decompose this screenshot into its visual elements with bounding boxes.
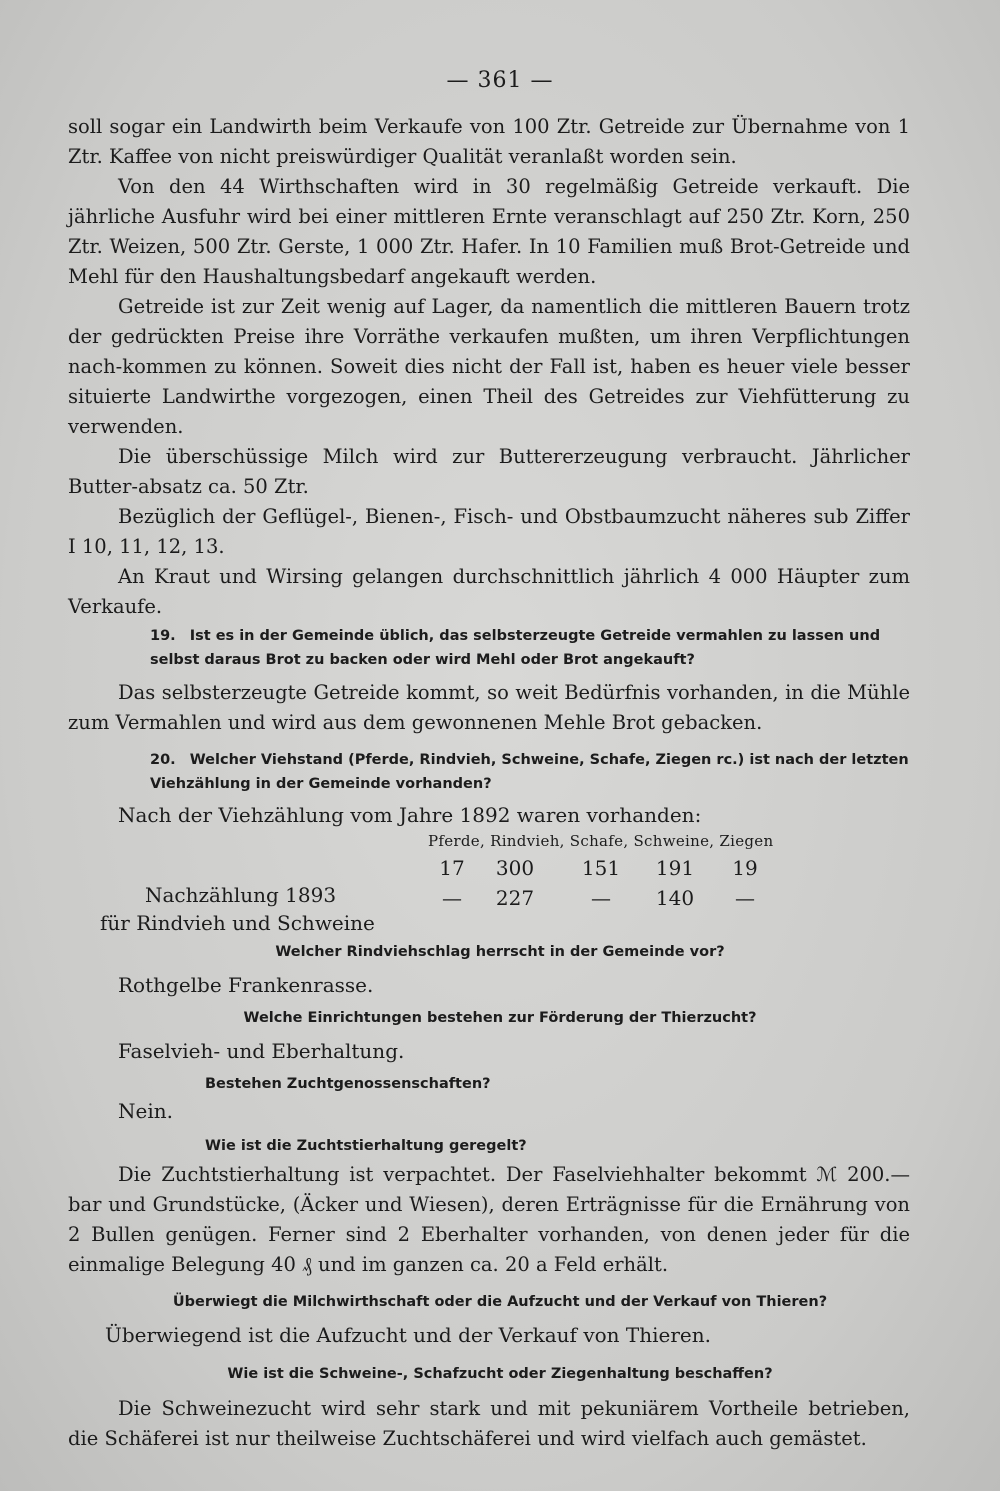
question-breeding-facilities: Welche Einrichtungen bestehen zur Förderung der Thierzucht?	[243, 1010, 757, 1026]
recount-label-1: Nachzählung 1893	[145, 883, 337, 907]
question-bull-keeping: Wie ist die Zuchtstierhaltung geregelt?	[205, 1138, 527, 1154]
paragraph: Von den 44 Wirthschaften wird in 30 regelmäßig Getreide verkauft. Die jährliche Ausfuhr wird bei einer mittleren Ernte veranschlagt auf 250 Ztr. Korn, 250 Ztr. Weizen, 500 Ztr. Gerste, 1 000 Ztr. Hafer. In 10 Familien muß Brot-Getreide und Mehl für den Haushaltungsbedarf angekauft werden.	[68, 175, 910, 288]
question-20	[150, 748, 910, 796]
question-number: 20.	[150, 752, 176, 768]
paragraph: Bezüglich der Geflügel-, Bienen-, Fisch- und Obstbaumzucht näheres sub Ziffer I 10, 11, 12, 13.	[68, 505, 910, 558]
question-19	[150, 624, 910, 672]
table-cell: 19	[732, 856, 758, 880]
answer-breeding-facilities: Faselvieh- und Eberhaltung.	[118, 1039, 405, 1063]
table-cell: 151	[581, 856, 621, 880]
table-cell: 17	[439, 856, 465, 880]
answer-bull-keeping	[68, 1160, 910, 1280]
answer-cattle-breed: Rothgelbe Frankenrasse.	[118, 973, 374, 997]
question-text: Welcher Viehstand (Pferde, Rindvieh, Schweine, Schafe, Ziegen rc.) ist nach der letzten Viehzählung in der Gemeinde vorhanden?	[150, 752, 909, 792]
table-cell: 140	[655, 886, 695, 910]
answer-19	[68, 678, 910, 738]
paragraph: soll sogar ein Landwirth beim Verkaufe von 100 Ztr. Getreide zur Übernahme von 1 Ztr. Kaffee von nicht preiswürdiger Qualität veranlaßt worden sein.	[68, 115, 910, 168]
table-cell: —	[591, 886, 611, 910]
paragraph: Getreide ist zur Zeit wenig auf Lager, da namentlich die mittleren Bauern trotz der gedrückten Preise ihre Vorräthe verkaufen mußten, um ihren Verpflichtungen nach-kommen zu können. Soweit dies nicht der Fall ist, haben es heuer viele besser situierte Landwirthe vorgezogen, einen Theil des Getreides zur Viehfütterung zu verwenden.	[68, 295, 910, 438]
answer-cooperatives: Nein.	[118, 1099, 173, 1123]
table-cell: —	[442, 886, 462, 910]
question-number: 19.	[150, 628, 176, 644]
answer-text: Die Schweinezucht wird sehr stark und mit pekuniärem Vortheile betrieben, die Schäferei ist nur theilweise Zuchtschäferei und wird vielfach auch gemästet.	[68, 1397, 910, 1450]
table-cell: 191	[655, 856, 695, 880]
table-cell: —	[735, 886, 755, 910]
question-dairy: Überwiegt die Milchwirthschaft oder die Aufzucht und der Verkauf von Thieren?	[172, 1294, 828, 1310]
answer-pig-sheep-goat	[68, 1394, 910, 1454]
answer-20-intro: Nach der Viehzählung vom Jahre 1892 waren vorhanden:	[118, 803, 702, 827]
table-cell: 300	[495, 856, 535, 880]
question-cattle-breed: Welcher Rindviehschlag herrscht in der Gemeinde vor?	[275, 944, 725, 960]
recount-label-2: für Rindvieh und Schweine	[100, 911, 375, 935]
table-cell: 227	[495, 886, 535, 910]
body-text-top	[68, 112, 910, 622]
question-pig-sheep-goat: Wie ist die Schweine-, Schafzucht oder Ziegenhaltung beschaffen?	[227, 1366, 773, 1382]
livestock-table-header: Pferde, Rindvieh, Schafe, Schweine, Ziegen	[428, 832, 774, 850]
answer-text: Das selbsterzeugte Getreide kommt, so weit Bedürfnis vorhanden, in die Mühle zum Vermahlen und wird aus dem gewonnenen Mehle Brot gebacken.	[68, 681, 910, 734]
paragraph: An Kraut und Wirsing gelangen durchschnittlich jährlich 4 000 Häupter zum Verkaufe.	[68, 565, 910, 618]
page-number: — 361 —	[446, 68, 554, 93]
question-cooperatives: Bestehen Zuchtgenossenschaften?	[205, 1076, 491, 1092]
answer-text: Die Zuchtstierhaltung ist verpachtet. Der Faselviehhalter bekommt ℳ 200.— bar und Grundstücke, (Äcker und Wiesen), deren Erträgnisse für die Ernährung von 2 Bullen genügen. Ferner sind 2 Eberhalter vorhanden, von denen jeder für die einmalige Belegung 40 ₰ und im ganzen ca. 20 a Feld erhält.	[68, 1163, 910, 1276]
paragraph: Die überschüssige Milch wird zur Buttererzeugung verbraucht. Jährlicher Butter-absatz ca. 50 Ztr.	[68, 445, 910, 498]
answer-dairy: Überwiegend ist die Aufzucht und der Verkauf von Thieren.	[105, 1323, 711, 1347]
question-text: Ist es in der Gemeinde üblich, das selbsterzeugte Getreide vermahlen zu lassen und selbst daraus Brot zu backen oder wird Mehl oder Brot angekauft?	[150, 628, 881, 668]
